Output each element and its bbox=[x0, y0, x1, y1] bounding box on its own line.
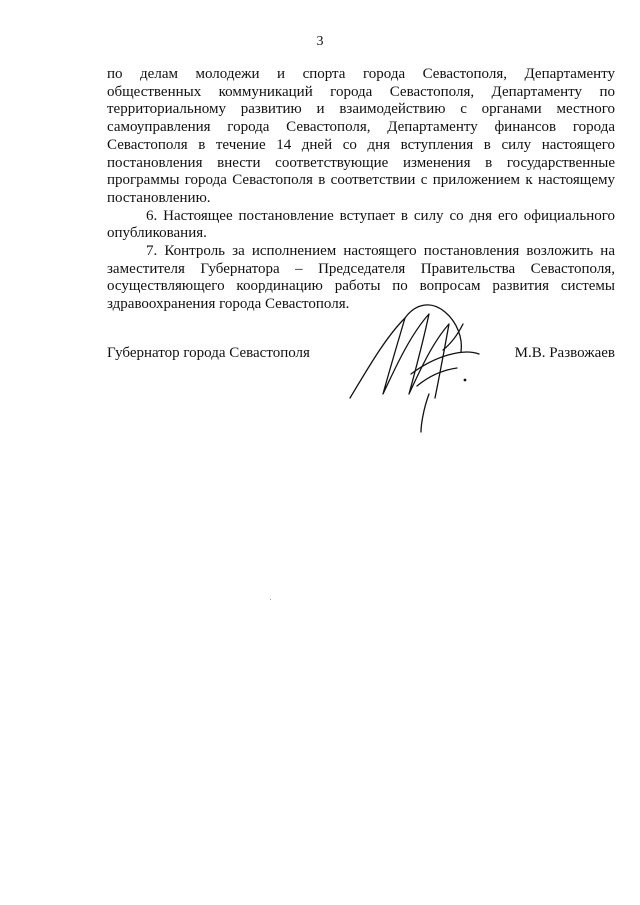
signer-name: М.В. Развожаев bbox=[514, 345, 615, 361]
paragraph-6: 6. Настоящее постановление вступает в силу со дня его официального опубликования. bbox=[107, 207, 615, 242]
scan-speck bbox=[270, 599, 271, 600]
paragraph-7: 7. Контроль за исполнением настоящего постановления возложить на заместителя Губернатора – Председателя Правительства Севастополя, осуществляющего координацию работы по вопросам развития системы здравоохранения города Севастополя. bbox=[107, 243, 615, 313]
page-number: 3 bbox=[316, 34, 324, 49]
paragraph-continued: по делам молодежи и спорта города Севастополя, Департаменту общественных коммуникаций города Севастополя, Департаменту по территориальному развитию и взаимодействию с органами местного самоуправления города Севастополя, Департаменту финансов города Севастополя в течение 14 дней со дня вступления в силу настоящего постановления внести соответствующие изменения в государственные программы города Севастополя в соответствии с приложением к настоящему постановлению. bbox=[107, 66, 615, 206]
signer-title: Губернатор города Севастополя bbox=[107, 345, 310, 361]
document-body bbox=[107, 66, 615, 314]
handwritten-signature bbox=[345, 290, 485, 440]
